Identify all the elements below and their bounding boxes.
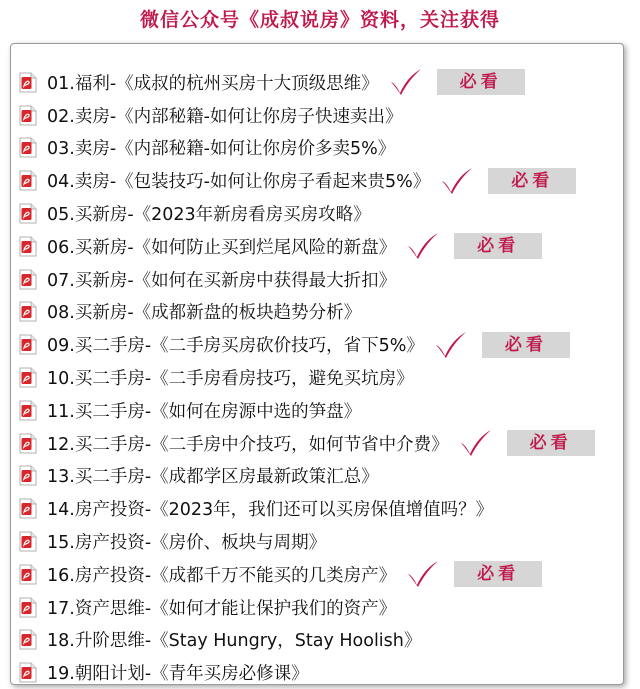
must-read-badge: 必看 xyxy=(454,561,542,587)
pdf-file-icon xyxy=(19,170,37,191)
list-item[interactable] xyxy=(11,656,623,689)
pdf-file-icon xyxy=(19,531,37,552)
red-check-icon xyxy=(434,330,468,360)
item-label: 10.买二手房-《二手房看房技巧，避免买坑房》 xyxy=(47,369,414,390)
item-label: 13.买二手房-《成都学区房最新政策汇总》 xyxy=(47,467,379,488)
item-label: 18.升阶思维-《Stay Hungry，Stay Hoolish》 xyxy=(47,631,422,652)
list-item[interactable] xyxy=(11,99,623,132)
pdf-file-icon xyxy=(19,629,37,650)
item-label: 03.卖房-《内部秘籍-如何让你房价多卖5%》 xyxy=(47,139,396,160)
list-item[interactable] xyxy=(11,164,623,197)
list-item[interactable] xyxy=(11,525,623,558)
pdf-file-icon xyxy=(19,334,37,355)
item-label: 17.资产思维-《如何才能让保护我们的资产》 xyxy=(47,598,397,619)
item-label: 05.买新房-《2023年新房看房买房攻略》 xyxy=(47,205,371,226)
pdf-file-icon xyxy=(19,662,37,683)
list-item[interactable] xyxy=(11,263,623,296)
red-check-icon xyxy=(406,231,440,261)
must-read-badge: 必看 xyxy=(482,332,570,358)
must-read-badge: 必看 xyxy=(488,168,576,194)
must-read-badge: 必看 xyxy=(507,430,595,456)
red-check-icon xyxy=(406,559,440,589)
list-item[interactable] xyxy=(11,328,623,361)
list-item[interactable] xyxy=(11,492,623,525)
red-check-icon xyxy=(440,166,474,196)
list-item[interactable] xyxy=(11,296,623,329)
item-label: 11.买二手房-《如何在房源中选的笋盘》 xyxy=(47,401,362,422)
pdf-file-icon xyxy=(19,236,37,257)
page-title: 微信公众号《成叔说房》资料，关注获得 xyxy=(139,9,500,31)
item-label: 09.买二手房-《二手房买房砍价技巧，省下5%》 xyxy=(47,336,424,357)
must-read-badge: 必看 xyxy=(437,69,525,95)
pdf-file-icon xyxy=(19,597,37,618)
pdf-file-icon xyxy=(19,301,37,322)
pdf-file-icon xyxy=(19,137,37,158)
pdf-file-icon xyxy=(19,465,37,486)
red-check-icon xyxy=(389,67,423,97)
item-label: 14.房产投资-《2023年，我们还可以买房保值增值吗？》 xyxy=(47,500,494,521)
item-label: 12.买二手房-《二手房中介技巧，如何节省中介费》 xyxy=(47,434,449,455)
item-label: 16.房产投资-《成都千万不能买的几类房产》 xyxy=(47,565,397,586)
resource-list xyxy=(11,66,623,689)
list-item[interactable] xyxy=(11,558,623,591)
pdf-file-icon xyxy=(19,203,37,224)
pdf-file-icon xyxy=(19,400,37,421)
pdf-file-icon xyxy=(19,367,37,388)
item-label: 19.朝阳计划-《青年买房必修课》 xyxy=(47,664,309,685)
list-item[interactable] xyxy=(11,460,623,493)
list-item[interactable] xyxy=(11,591,623,624)
pdf-file-icon xyxy=(19,498,37,519)
list-item[interactable] xyxy=(11,197,623,230)
item-label: 06.买新房-《如何防止买到烂尾风险的新盘》 xyxy=(47,237,397,258)
list-item[interactable] xyxy=(11,132,623,165)
item-label: 04.卖房-《包装技巧-如何让你房子看起来贵5%》 xyxy=(47,172,431,193)
item-label: 01.福利-《成叔的杭州买房十大顶级思维》 xyxy=(47,73,379,94)
item-label: 15.房产投资-《房价、板块与周期》 xyxy=(47,533,327,554)
must-read-badge: 必看 xyxy=(454,233,542,259)
list-item[interactable] xyxy=(11,361,623,394)
item-label: 02.卖房-《内部秘籍-如何让你房子快速卖出》 xyxy=(47,106,403,127)
list-item[interactable] xyxy=(11,230,623,263)
list-item[interactable] xyxy=(11,66,623,99)
pdf-file-icon xyxy=(19,72,37,93)
list-item[interactable] xyxy=(11,624,623,657)
item-label: 07.买新房-《如何在买新房中获得最大折扣》 xyxy=(47,270,397,291)
red-check-icon xyxy=(459,428,493,458)
pdf-file-icon xyxy=(19,105,37,126)
resource-list-panel xyxy=(10,43,624,685)
list-item[interactable] xyxy=(11,394,623,427)
item-label: 08.买新房-《成都新盘的板块趋势分析》 xyxy=(47,303,362,324)
pdf-file-icon xyxy=(19,433,37,454)
pdf-file-icon xyxy=(19,564,37,585)
pdf-file-icon xyxy=(19,269,37,290)
list-item[interactable] xyxy=(11,427,623,460)
